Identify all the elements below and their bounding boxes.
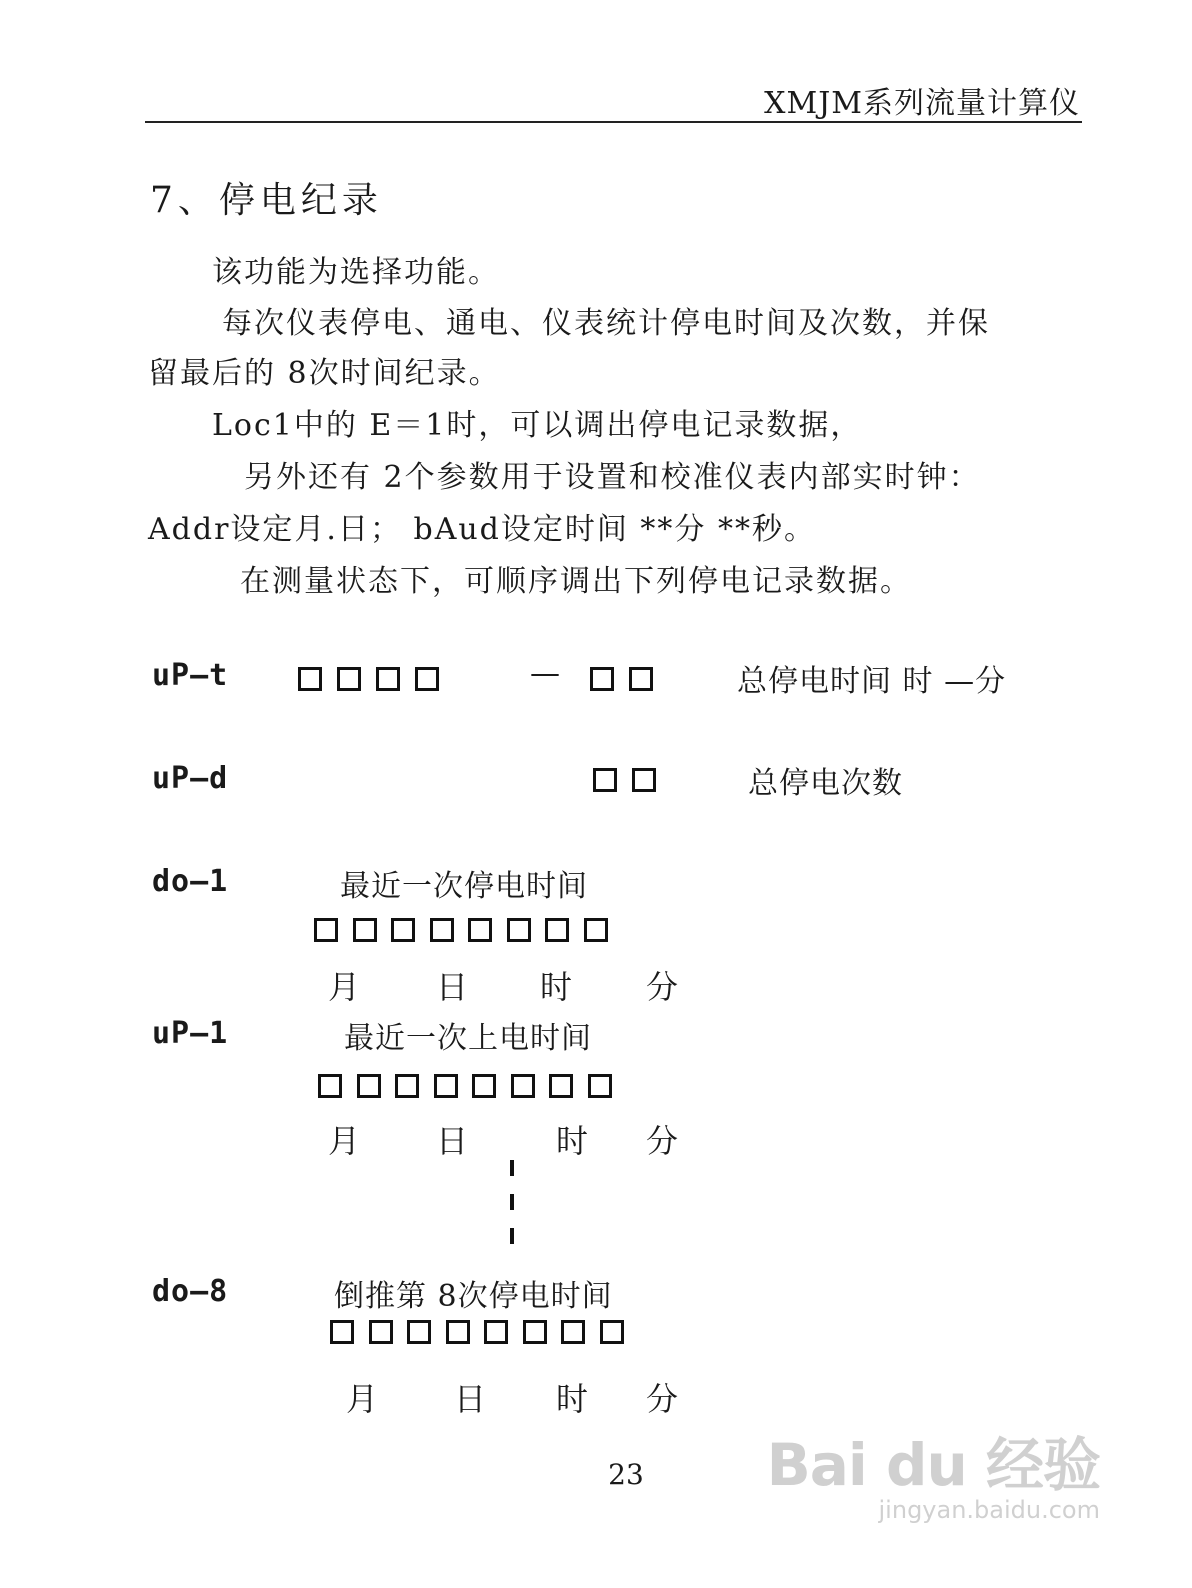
section-title: 7、停电纪录 [150,180,383,221]
header-title: XMJM系列流量计算仪 [764,86,1080,121]
paragraph-2a: 每次仪表停电、通电、仪表统计停电时间及次数，并保 [222,306,990,341]
unit-day: 日 [436,968,469,1006]
digit-box [593,768,617,792]
ellipsis-dash [510,1160,514,1176]
unit-month: 月 [346,1380,379,1418]
unit-hour: 时 [540,968,573,1006]
unit-minute: 分 [646,968,679,1006]
digit-box [588,1074,612,1098]
digit-box [369,1320,393,1344]
digit-box [523,1320,547,1344]
watermark-brand: Bai du 经验 [766,1431,1100,1499]
paragraph-3: Loc1中的 E＝1时，可以调出停电记录数据， [212,408,863,443]
digit-box [545,918,569,942]
digit-box [468,918,492,942]
digit-box [318,1074,342,1098]
code-upd: uP—d [152,761,229,796]
baidu-watermark [767,1418,1100,1524]
ellipsis-dash [510,1228,514,1244]
desc-upd: 总停电次数 [748,766,903,801]
digit-box [330,1320,354,1344]
paragraph-1: 该功能为选择功能。 [212,255,500,290]
digit-box [415,667,439,691]
page-number: 23 [608,1458,644,1491]
unit-minute: 分 [646,1380,679,1418]
digit-box [395,1074,419,1098]
display-digits-upt-minutes [590,667,668,691]
display-digits-do8 [330,1320,638,1344]
code-do8: do—8 [152,1274,229,1309]
unit-hour: 时 [556,1122,589,1160]
digit-box [511,1074,535,1098]
display-digits-do1 [314,918,622,942]
unit-day: 日 [436,1122,469,1160]
digit-box [600,1320,624,1344]
digit-box [430,918,454,942]
digit-box [590,667,614,691]
unit-hour: 时 [556,1380,589,1418]
code-upt: uP—t [152,658,229,693]
code-up1: uP—1 [152,1016,229,1051]
header-rule [145,121,1082,123]
unit-day: 日 [454,1380,487,1418]
paragraph-4a: 另外还有 2个参数用于设置和校准仪表内部实时钟： [244,460,981,495]
digit-box [391,918,415,942]
desc-do8: 倒推第 8次停电时间 [334,1279,613,1314]
display-digits-upt-hours [298,667,454,691]
digit-box [446,1320,470,1344]
digit-box [434,1074,458,1098]
watermark-url: jingyan.baidu.com [878,1496,1100,1524]
digit-box [484,1320,508,1344]
paragraph-2b: 留最后的 8次时间纪录。 [148,356,501,391]
digit-box [298,667,322,691]
digit-box [407,1320,431,1344]
display-digits-upd [593,768,671,792]
digit-box [337,667,361,691]
digit-box [584,918,608,942]
paragraph-5: 在测量状态下，可顺序调出下列停电记录数据。 [240,564,912,599]
desc-do1: 最近一次停电时间 [340,869,588,904]
digit-box [561,1320,585,1344]
digit-box [472,1074,496,1098]
digit-box [549,1074,573,1098]
display-digits-up1 [318,1074,626,1098]
digit-box [376,667,400,691]
unit-minute: 分 [646,1122,679,1160]
code-do1: do—1 [152,864,229,899]
unit-month: 月 [328,1122,361,1160]
digit-box [357,1074,381,1098]
desc-up1: 最近一次上电时间 [344,1021,592,1056]
paragraph-4b: Addr设定月.日； bAud设定时间 **分 **秒。 [148,512,816,547]
digit-box [629,667,653,691]
digit-box [632,768,656,792]
digit-box [314,918,338,942]
digit-box [507,918,531,942]
unit-month: 月 [328,968,361,1006]
digit-box [353,918,377,942]
separator-dash: — [530,656,561,691]
desc-upt: 总停电时间 时 —分 [737,664,1007,699]
ellipsis-dash [510,1194,514,1210]
